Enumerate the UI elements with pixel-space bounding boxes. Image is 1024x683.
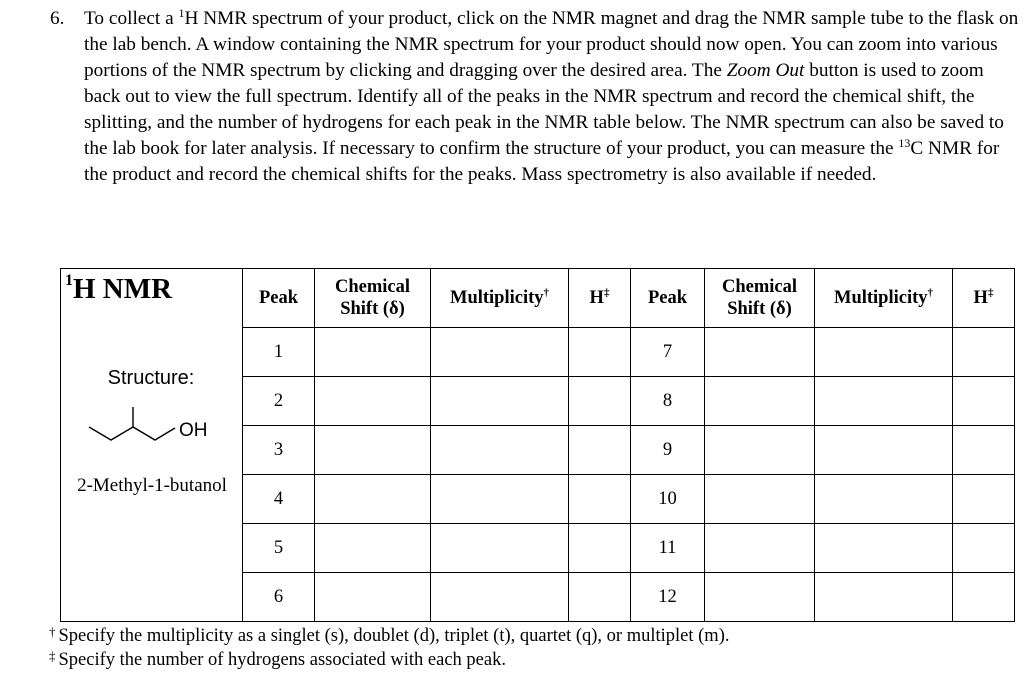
shift-input-cell[interactable] (315, 377, 431, 426)
multiplicity-input-cell[interactable] (815, 573, 953, 622)
multiplicity-input-cell[interactable] (815, 475, 953, 524)
multiplicity-input-cell[interactable] (431, 377, 569, 426)
zoom-out-term: Zoom Out (726, 60, 805, 81)
col-peak-right: Peak (631, 269, 705, 328)
shift-input-cell[interactable] (705, 573, 815, 622)
multiplicity-input-cell[interactable] (431, 426, 569, 475)
molecule-structure (87, 405, 217, 445)
multiplicity-input-cell[interactable] (431, 475, 569, 524)
instr-part-1: To collect a (84, 8, 179, 29)
peak-cell: 9 (631, 426, 705, 475)
h-input-cell[interactable] (953, 377, 1015, 426)
col-peak-left: Peak (243, 269, 315, 328)
multiplicity-input-cell[interactable] (815, 426, 953, 475)
header-row (61, 269, 1015, 328)
h-input-cell[interactable] (569, 377, 631, 426)
peak-cell: 3 (243, 426, 315, 475)
peak-cell: 2 (243, 377, 315, 426)
sup-13c: 13 (898, 136, 911, 150)
col-h-left: H‡ (569, 269, 631, 328)
peak-cell: 8 (631, 377, 705, 426)
col-h-right: H‡ (953, 269, 1015, 328)
h-input-cell[interactable] (569, 524, 631, 573)
multiplicity-input-cell[interactable] (815, 328, 953, 377)
structure-label: Structure: (107, 367, 195, 389)
multiplicity-input-cell[interactable] (431, 524, 569, 573)
nmr-table (60, 268, 1015, 622)
h-input-cell[interactable] (569, 573, 631, 622)
h-input-cell[interactable] (953, 573, 1015, 622)
oh-label: OH (179, 420, 208, 441)
h-input-cell[interactable] (953, 475, 1015, 524)
shift-input-cell[interactable] (705, 377, 815, 426)
h-input-cell[interactable] (569, 328, 631, 377)
shift-input-cell[interactable] (315, 475, 431, 524)
peak-cell: 11 (631, 524, 705, 573)
instr-part-2: H NMR spectrum of your product, click on the NMR magnet and drag the NMR sample tube to the flask on the lab bench. A window containing the NMR spectrum for your product should now open. You can zoom into various portions of the NMR spectrum by clicking and dragging over the desired area. The (84, 8, 1019, 81)
table-title: $^1$H NMR (65, 272, 173, 305)
peak-cell: 12 (631, 573, 705, 622)
shift-input-cell[interactable] (315, 328, 431, 377)
shift-input-cell[interactable] (705, 524, 815, 573)
multiplicity-input-cell[interactable] (431, 573, 569, 622)
sup-1h: 1 (178, 6, 185, 20)
shift-input-cell[interactable] (705, 328, 815, 377)
col-shift-right: Chemical Shift (δ) (705, 269, 815, 328)
shift-input-cell[interactable] (315, 524, 431, 573)
multiplicity-input-cell[interactable] (431, 328, 569, 377)
peak-cell: 1 (243, 328, 315, 377)
multiplicity-input-cell[interactable] (815, 377, 953, 426)
step-number: 6. (50, 8, 65, 29)
instr-part-3: button is used to zoom back out to view the full spectrum. Identify all of the peaks in the NMR spectrum and record the chemical shift, the splitting, and the number of hydrogens for each peak in the NMR table below. The NMR spectrum can also be saved to the lab book for later analysis. If necessary to confirm the structure of your product, you can measure the (84, 60, 1004, 159)
peak-cell: 10 (631, 475, 705, 524)
peak-cell: 4 (243, 475, 315, 524)
shift-input-cell[interactable] (315, 573, 431, 622)
shift-input-cell[interactable] (705, 475, 815, 524)
col-multiplicity-left: Multiplicity† (431, 269, 569, 328)
peak-cell: 6 (243, 573, 315, 622)
shift-input-cell[interactable] (705, 426, 815, 475)
h-input-cell[interactable] (953, 524, 1015, 573)
footnote-multiplicity: † Specify the multiplicity as a singlet (s), doublet (d), triplet (t), quartet (q), or multiplet (m). (49, 624, 730, 646)
peak-cell: 5 (243, 524, 315, 573)
instructions-text (84, 6, 1019, 188)
h-input-cell[interactable] (569, 475, 631, 524)
h-input-cell[interactable] (569, 426, 631, 475)
structure-panel (61, 269, 243, 622)
h-input-cell[interactable] (953, 426, 1015, 475)
multiplicity-input-cell[interactable] (815, 524, 953, 573)
col-multiplicity-right: Multiplicity† (815, 269, 953, 328)
shift-input-cell[interactable] (315, 426, 431, 475)
footnote-hydrogens: ‡ Specify the number of hydrogens associated with each peak. (49, 648, 506, 670)
compound-name: 2-Methyl-1-butanol (77, 475, 227, 496)
col-shift-left: Chemical Shift (δ) (315, 269, 431, 328)
peak-cell: 7 (631, 328, 705, 377)
instr-part-4: C NMR for the product and record the chemical shifts for the peaks. Mass spectrometry is also available if needed. (84, 138, 1000, 185)
h-input-cell[interactable] (953, 328, 1015, 377)
